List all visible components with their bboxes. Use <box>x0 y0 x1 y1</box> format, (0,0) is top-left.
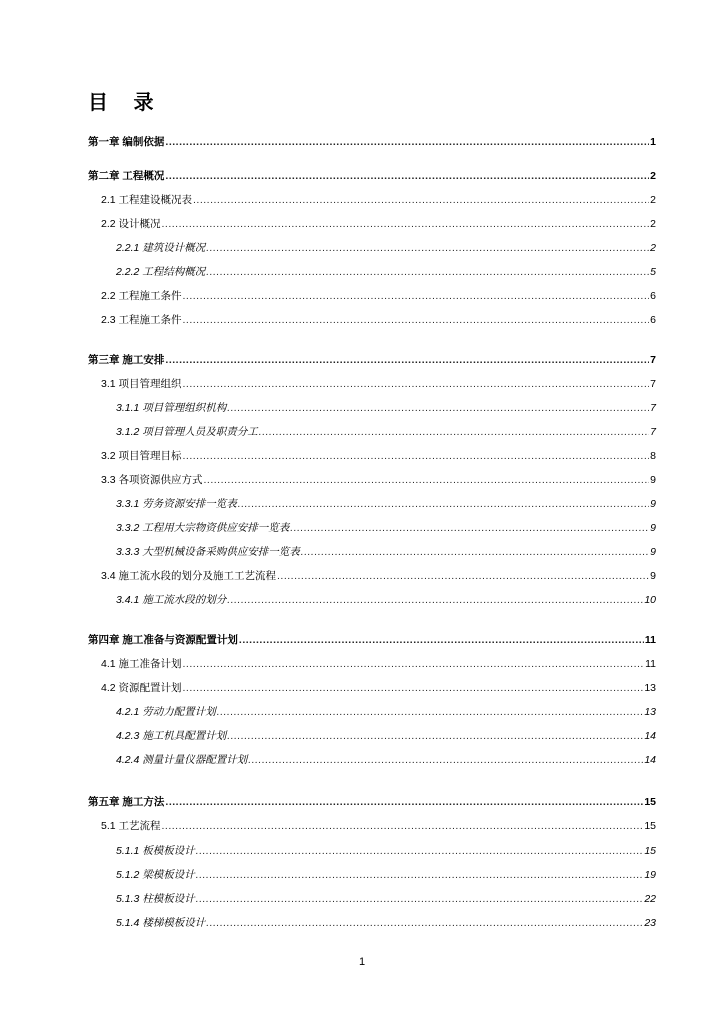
toc-leader-dots <box>165 170 649 183</box>
toc-section-entry[interactable] <box>101 682 656 695</box>
toc-section-entry[interactable] <box>101 658 656 671</box>
toc-chapter-entry[interactable] <box>88 170 656 183</box>
toc-entry-label: 4.2 资源配置计划 <box>101 682 182 694</box>
toc-entry-label: 2.2 工程施工条件 <box>101 290 182 302</box>
toc-leader-dots <box>277 570 649 583</box>
toc-entry-label: 第三章 施工安排 <box>88 354 165 366</box>
toc-entry-page: 22 <box>644 893 656 905</box>
toc-leader-dots <box>183 314 649 327</box>
toc-section-entry[interactable] <box>116 869 656 882</box>
toc-leader-dots <box>248 754 643 767</box>
toc-section-entry[interactable] <box>116 546 656 559</box>
toc-leader-dots <box>165 354 649 367</box>
toc-title: 目 录 <box>88 92 164 114</box>
toc-entry-page: 11 <box>645 658 656 670</box>
toc-section-entry[interactable] <box>101 570 656 583</box>
toc-section-entry[interactable] <box>101 378 656 391</box>
toc-leader-dots <box>183 378 649 391</box>
toc-entry-label: 2.2.1 建筑设计概况 <box>116 242 206 254</box>
toc-entry-page: 5 <box>650 266 656 278</box>
toc-entry-page: 6 <box>650 314 656 326</box>
toc-entry-label: 3.3.3 大型机械设备采购供应安排一览表 <box>116 546 300 558</box>
toc-section-entry[interactable] <box>101 474 656 487</box>
toc-entry-page: 1 <box>650 136 656 148</box>
toc-section-entry[interactable] <box>101 194 656 207</box>
toc-section-entry[interactable] <box>116 845 656 858</box>
toc-leader-dots <box>162 820 644 833</box>
toc-section-entry[interactable] <box>116 402 656 415</box>
toc-leader-dots <box>165 796 643 809</box>
toc-entry-page: 7 <box>650 402 656 414</box>
toc-entry-page: 9 <box>650 498 656 510</box>
toc-leader-dots <box>183 450 649 463</box>
toc-leader-dots <box>196 845 644 858</box>
toc-section-entry[interactable] <box>116 893 656 906</box>
toc-chapter-entry[interactable] <box>88 354 656 367</box>
toc-section-entry[interactable] <box>116 498 656 511</box>
toc-leader-dots <box>206 266 649 279</box>
toc-leader-dots <box>196 893 644 906</box>
toc-leader-dots <box>193 194 649 207</box>
toc-entry-label: 4.2.3 施工机具配置计划 <box>116 730 227 742</box>
toc-leader-dots <box>259 426 649 439</box>
toc-entry-label: 第二章 工程概况 <box>88 170 165 182</box>
toc-entry-label: 5.1.3 柱模板设计 <box>116 893 195 905</box>
toc-section-entry[interactable] <box>101 218 656 231</box>
toc-entry-page: 2 <box>650 218 656 230</box>
toc-section-entry[interactable] <box>101 820 656 833</box>
toc-entry-page: 19 <box>644 869 656 881</box>
toc-entry-page: 13 <box>644 682 656 694</box>
toc-entry-label: 第一章 编制依据 <box>88 136 165 148</box>
toc-leader-dots <box>301 546 649 559</box>
toc-leader-dots <box>227 594 643 607</box>
toc-entry-label: 第五章 施工方法 <box>88 796 165 808</box>
toc-leader-dots <box>165 136 649 149</box>
toc-section-entry[interactable] <box>116 242 656 255</box>
toc-entry-page: 7 <box>650 354 656 366</box>
toc-entry-page: 7 <box>650 378 656 390</box>
toc-entry-label: 2.2.2 工程结构概况 <box>116 266 206 278</box>
toc-entry-label: 5.1.4 楼梯模板设计 <box>116 917 206 929</box>
toc-entry-label: 3.4 施工流水段的划分及施工工艺流程 <box>101 570 277 582</box>
toc-section-entry[interactable] <box>116 594 656 607</box>
toc-leader-dots <box>206 917 643 930</box>
toc-leader-dots <box>238 498 649 511</box>
toc-chapter-entry[interactable] <box>88 634 656 647</box>
toc-leader-dots <box>204 474 649 487</box>
toc-entry-label: 3.3.1 劳务资源安排一览表 <box>116 498 237 510</box>
toc-leader-dots <box>206 242 649 255</box>
toc-chapter-entry[interactable] <box>88 136 656 149</box>
toc-entry-label: 5.1 工艺流程 <box>101 820 161 832</box>
toc-entry-page: 23 <box>644 917 656 929</box>
toc-entry-label: 2.2 设计概况 <box>101 218 161 230</box>
toc-entry-page: 7 <box>650 426 656 438</box>
toc-leader-dots <box>227 730 643 743</box>
toc-leader-dots <box>183 658 645 671</box>
toc-leader-dots <box>162 218 649 231</box>
toc-section-entry[interactable] <box>116 706 656 719</box>
toc-entry-page: 2 <box>650 170 656 182</box>
toc-entry-page: 13 <box>644 706 656 718</box>
toc-leader-dots <box>183 290 649 303</box>
toc-entry-label: 2.1 工程建设概况表 <box>101 194 193 206</box>
toc-leader-dots <box>290 522 649 535</box>
toc-entry-page: 9 <box>650 522 656 534</box>
toc-chapter-entry[interactable] <box>88 796 656 809</box>
toc-entry-label: 3.3 各项资源供应方式 <box>101 474 203 486</box>
toc-entry-label: 4.1 施工准备计划 <box>101 658 182 670</box>
toc-section-entry[interactable] <box>101 314 656 327</box>
toc-entry-page: 2 <box>650 194 656 206</box>
toc-entry-page: 15 <box>644 796 656 808</box>
toc-entry-page: 15 <box>644 820 656 832</box>
toc-entry-label: 3.4.1 施工流水段的划分 <box>116 594 227 606</box>
toc-entry-label: 4.2.4 测量计量仪器配置计划 <box>116 754 248 766</box>
toc-section-entry[interactable] <box>116 266 656 279</box>
toc-entry-label: 2.3 工程施工条件 <box>101 314 182 326</box>
toc-entry-page: 9 <box>650 546 656 558</box>
toc-section-entry[interactable] <box>116 917 656 930</box>
toc-entry-page: 8 <box>650 450 656 462</box>
toc-entry-label: 3.3.2 工程用大宗物资供应安排一览表 <box>116 522 290 534</box>
toc-entry-label: 5.1.2 梁模板设计 <box>116 869 195 881</box>
toc-section-entry[interactable] <box>101 450 656 463</box>
toc-leader-dots <box>227 402 649 415</box>
toc-leader-dots <box>183 682 644 695</box>
toc-entry-label: 4.2.1 劳动力配置计划 <box>116 706 216 718</box>
toc-entry-label: 3.1 项目管理组织 <box>101 378 182 390</box>
toc-entry-page: 15 <box>644 845 656 857</box>
toc-section-entry[interactable] <box>116 754 656 767</box>
toc-leader-dots <box>196 869 644 882</box>
toc-section-entry[interactable] <box>101 290 656 303</box>
toc-entry-label: 第四章 施工准备与资源配置计划 <box>88 634 238 646</box>
toc-entry-page: 9 <box>650 474 656 486</box>
toc-section-entry[interactable] <box>116 426 656 439</box>
toc-entry-label: 3.2 项目管理目标 <box>101 450 182 462</box>
toc-leader-dots <box>217 706 644 719</box>
toc-entry-label: 3.1.2 项目管理人员及职责分工 <box>116 426 258 438</box>
toc-entry-page: 9 <box>650 570 656 582</box>
toc-leader-dots <box>239 634 644 647</box>
page-number: 1 <box>358 956 366 968</box>
toc-section-entry[interactable] <box>116 522 656 535</box>
toc-entry-page: 6 <box>650 290 656 302</box>
toc-entry-label: 3.1.1 项目管理组织机构 <box>116 402 227 414</box>
toc-entry-page: 10 <box>644 594 656 606</box>
toc-entry-page: 14 <box>644 754 656 766</box>
toc-entry-page: 11 <box>644 634 656 646</box>
toc-section-entry[interactable] <box>116 730 656 743</box>
toc-entry-label: 5.1.1 板模板设计 <box>116 845 195 857</box>
toc-entry-page: 14 <box>644 730 656 742</box>
toc-entry-page: 2 <box>650 242 656 254</box>
